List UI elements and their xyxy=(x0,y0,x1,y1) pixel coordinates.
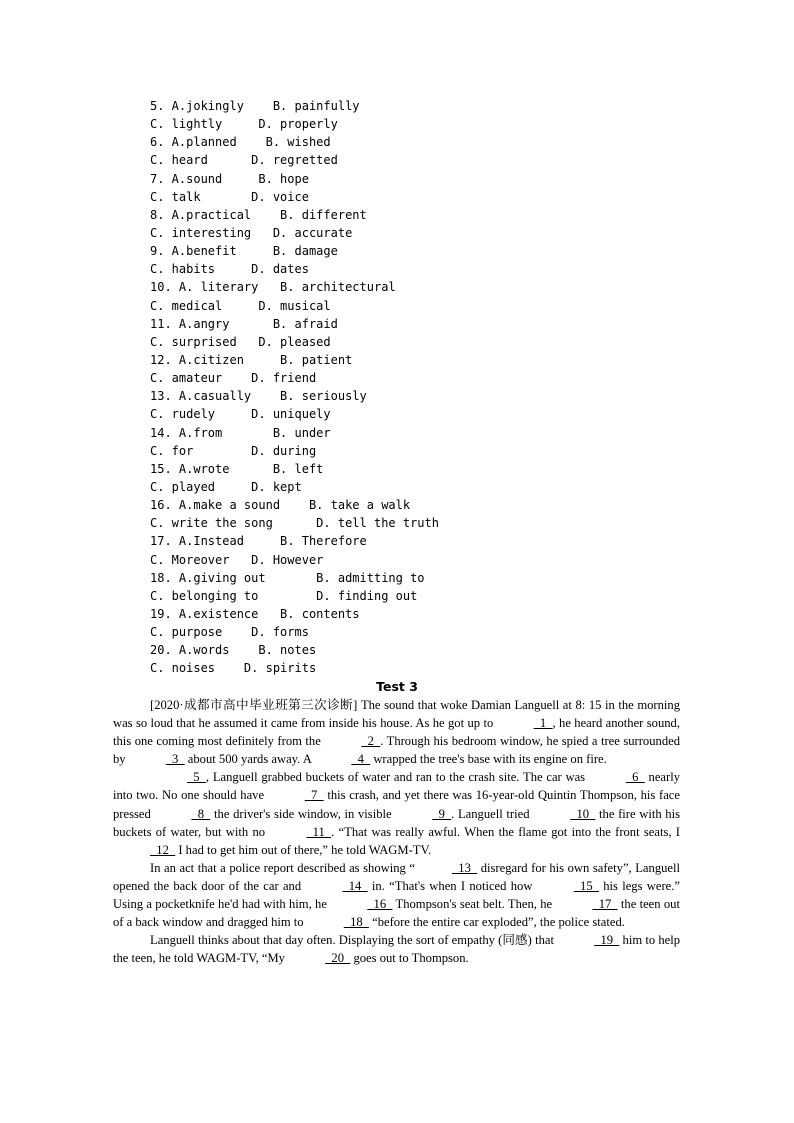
option-line: 14. A.from B. under xyxy=(150,425,331,440)
answer-blank: 3 xyxy=(165,752,185,767)
answer-blank: 6 xyxy=(625,770,645,785)
passage-text: goes out to Thompson. xyxy=(350,951,469,966)
passage-text: “before the entire car exploded”, the police stated. xyxy=(368,915,625,930)
passage-text: , Languell grabbed buckets of water and ran to the crash site. The car was xyxy=(205,770,589,785)
answer-blank: 1 xyxy=(533,716,553,731)
passage-text: nearly into two. No one should have xyxy=(113,770,680,803)
answer-blank: 17 xyxy=(592,897,618,912)
passage-text: . Through his bedroom window, he spied a tree surrounded by xyxy=(113,734,681,767)
answer-blank: 9 xyxy=(432,806,452,821)
passage-text: The sound that woke Damian Languell at 8: 15 in the morning was so loud that he assumed it came from inside his house. As he got up to xyxy=(113,698,680,731)
passage-text: Thompson's seat belt. Then, he xyxy=(392,897,556,912)
paragraph-1 xyxy=(113,696,680,768)
passage-text: this crash, and yet there was 16-year-old Quintin Thompson, his face pressed xyxy=(113,788,680,821)
answer-options xyxy=(150,97,570,678)
answer-blank: 2 xyxy=(361,734,381,749)
option-line: C. noises D. spirits xyxy=(150,661,317,676)
option-line: 15. A.wrote B. left xyxy=(150,461,324,476)
answer-blank: 14 xyxy=(342,878,368,893)
passage-text: the fire with his buckets of water, but with no xyxy=(113,806,681,839)
option-line: C. played D. kept xyxy=(150,479,302,494)
option-line: 8. A.practical B. different xyxy=(150,207,367,222)
option-line: C. surprised D. pleased xyxy=(150,334,331,349)
option-line: C. belonging to D. finding out xyxy=(150,588,418,603)
answer-blank: 4 xyxy=(351,752,371,767)
passage-text: , he heard another sound, this one coming most definitely from the xyxy=(113,716,680,749)
answer-blank: 19 xyxy=(594,933,620,948)
answer-blank: 13 xyxy=(451,860,478,875)
passage-text: disregard for his own safety”, Languell opened the back door of the car and xyxy=(113,860,680,893)
paragraph-2 xyxy=(113,768,680,858)
option-line: 17. A.Instead B. Therefore xyxy=(150,534,367,549)
option-line: C. habits D. dates xyxy=(150,262,309,277)
option-line: C. write the song D. tell the truth xyxy=(150,516,439,531)
option-line: 11. A.angry B. afraid xyxy=(150,316,338,331)
answer-blank: 10 xyxy=(570,806,596,821)
answer-blank: 5 xyxy=(187,770,206,785)
option-line: 7. A.sound B. hope xyxy=(150,171,309,186)
option-line: 16. A.make a sound B. take a walk xyxy=(150,498,411,513)
option-line: C. medical D. musical xyxy=(150,298,331,313)
option-line: 5. A.jokingly B. painfully xyxy=(150,99,360,113)
option-line: C. interesting D. accurate xyxy=(150,225,353,240)
option-line: C. talk D. voice xyxy=(150,189,309,204)
option-line: 12. A.citizen B. patient xyxy=(150,352,353,367)
option-line: 10. A. literary B. architectural xyxy=(150,280,396,295)
answer-blank: 20 xyxy=(325,951,351,966)
option-line: 18. A.giving out B. admitting to xyxy=(150,570,425,585)
option-line: C. heard D. regretted xyxy=(150,153,338,168)
option-line: 9. A.benefit B. damage xyxy=(150,244,338,259)
passage-text: . “That was really awful. When the flame got into the front seats, I xyxy=(331,824,680,839)
option-line: C. Moreover D. However xyxy=(150,552,324,567)
option-line: C. lightly D. properly xyxy=(150,117,338,132)
answer-blank: 7 xyxy=(304,788,324,803)
option-line: C. rudely D. uniquely xyxy=(150,407,331,422)
answer-blank: 11 xyxy=(306,824,332,839)
passage-text: In an act that a police report described as showing “ xyxy=(150,860,415,875)
option-line: 13. A.casually B. seriously xyxy=(150,389,367,404)
option-line: 19. A.existence B. contents xyxy=(150,606,360,621)
passage-text: the teen out of a back window and dragged him to xyxy=(113,897,680,930)
cloze-passage xyxy=(113,696,680,967)
answer-blank: 8 xyxy=(191,806,211,821)
test-title: Test 3 xyxy=(376,679,418,694)
passage-text: Languell thinks about that day often. Displaying the sort of empathy (同感) that xyxy=(150,933,558,948)
passage-text: in. “That's when I noticed how xyxy=(367,878,537,893)
answer-blank: 12 xyxy=(150,842,176,857)
passage-text: about 500 yards away. A xyxy=(184,752,315,767)
source-label: [2020·成都市高中毕业班第三次诊断] xyxy=(150,698,358,712)
answer-blank: 15 xyxy=(573,878,599,893)
option-line: C. for D. during xyxy=(150,443,317,458)
answer-blank: 16 xyxy=(367,897,393,912)
answer-blank: 18 xyxy=(343,915,369,930)
passage-text: him to help the teen, he told WAGM-TV, “My xyxy=(113,933,680,966)
passage-text: I had to get him out of there,” he told WAGM-TV. xyxy=(175,842,432,857)
option-line: C. purpose D. forms xyxy=(150,625,309,640)
passage-text: his legs were.” Using a pocketknife he'd had with him, he xyxy=(113,878,681,912)
paragraph-3 xyxy=(113,859,680,931)
passage-text: wrapped the tree's base with its engine on fire. xyxy=(370,752,607,767)
passage-text: the driver's side window, in visible xyxy=(210,806,396,821)
passage-text: . Languell tried xyxy=(451,806,534,821)
option-line: C. amateur D. friend xyxy=(150,371,317,386)
option-line: 20. A.words B. notes xyxy=(150,643,317,658)
option-line: 6. A.planned B. wished xyxy=(150,135,331,150)
paragraph-4 xyxy=(113,931,680,967)
